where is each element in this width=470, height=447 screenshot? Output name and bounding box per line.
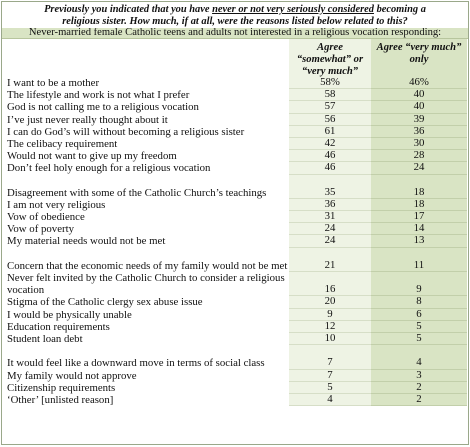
row-label: Would not want to give up my freedom xyxy=(7,150,177,163)
row-label: Vow of poverty xyxy=(7,223,74,236)
value-very-only: 17 xyxy=(371,211,467,223)
respondent-subhead: Never-married female Catholic teens and adults not interested in a religious vocation responding: xyxy=(2,28,468,39)
value-very-only: 6 xyxy=(371,309,467,321)
row-label: My family would not approve xyxy=(7,369,137,382)
value-very-only: 3 xyxy=(371,370,467,382)
header-blank-cell xyxy=(2,39,287,77)
row-label: ‘Other’ [unlisted reason] xyxy=(7,393,114,406)
row-label: My material needs would not be met xyxy=(7,235,166,248)
table-row xyxy=(2,150,468,162)
value-somewhat-or-very: 10 xyxy=(289,333,371,345)
row-label: Education requirements xyxy=(7,320,110,333)
table-row xyxy=(2,199,468,211)
value-very-only: 13 xyxy=(371,235,467,247)
value-somewhat-or-very: 16 xyxy=(289,272,371,296)
table-row xyxy=(2,248,468,272)
value-very-only: 2 xyxy=(371,382,467,394)
table-row xyxy=(2,370,468,382)
value-very-only: 40 xyxy=(371,89,467,101)
value-very-only: 40 xyxy=(371,101,467,113)
table-row xyxy=(2,382,468,394)
value-very-only: 5 xyxy=(371,321,467,333)
table-row xyxy=(2,114,468,126)
value-very-only: 24 xyxy=(371,162,467,174)
row-label: God is not calling me to a religious vocation xyxy=(7,101,199,114)
row-label: I’ve just never really thought about it xyxy=(7,113,168,126)
row-label: Concern that the economic needs of my family would not be met xyxy=(7,259,288,272)
value-somewhat-or-very: 61 xyxy=(289,126,371,138)
value-somewhat-or-very: 35 xyxy=(289,175,371,199)
value-very-only: 8 xyxy=(371,296,467,308)
table-row xyxy=(2,309,468,321)
value-somewhat-or-very: 46 xyxy=(289,150,371,162)
table-row xyxy=(2,345,468,369)
question-text xyxy=(2,2,468,28)
table-row xyxy=(2,235,468,247)
question-emphasis: never or not very seriously considered xyxy=(212,4,374,15)
table-row xyxy=(2,272,468,296)
value-very-only: 39 xyxy=(371,114,467,126)
row-label: Don’t feel holy enough for a religious vocation xyxy=(7,162,211,175)
table-row xyxy=(2,333,468,345)
value-very-only: 30 xyxy=(371,138,467,150)
row-label: I would be physically unable xyxy=(7,308,132,321)
table-row xyxy=(2,126,468,138)
question-part-1: Previously you indicated that you have xyxy=(44,4,213,15)
row-label: I am not very religious xyxy=(7,198,106,211)
value-somewhat-or-very: 21 xyxy=(289,248,371,272)
value-somewhat-or-very: 46 xyxy=(289,162,371,174)
value-somewhat-or-very: 56 xyxy=(289,114,371,126)
value-somewhat-or-very: 58% xyxy=(289,77,371,89)
table-row xyxy=(2,223,468,235)
value-very-only: 46% xyxy=(371,77,467,89)
value-very-only: 11 xyxy=(371,248,467,272)
table-row xyxy=(2,138,468,150)
value-somewhat-or-very: 36 xyxy=(289,199,371,211)
row-label: Disagreement with some of the Catholic Church’s teachings xyxy=(7,186,267,199)
row-label: Vow of obedience xyxy=(7,211,85,224)
row-label: The celibacy requirement xyxy=(7,137,118,150)
value-very-only: 5 xyxy=(371,333,467,345)
row-label: I can do God’s will without becoming a religious sister xyxy=(7,125,245,138)
value-very-only: 2 xyxy=(371,394,467,406)
value-somewhat-or-very: 7 xyxy=(289,370,371,382)
value-somewhat-or-very: 24 xyxy=(289,235,371,247)
value-somewhat-or-very: 5 xyxy=(289,382,371,394)
value-very-only: 9 xyxy=(371,272,467,296)
row-label: Student loan debt xyxy=(7,332,83,345)
table-row xyxy=(2,101,468,113)
value-somewhat-or-very: 12 xyxy=(289,321,371,333)
table-row xyxy=(2,89,468,101)
value-somewhat-or-very: 20 xyxy=(289,296,371,308)
table-row xyxy=(2,321,468,333)
value-somewhat-or-very: 4 xyxy=(289,394,371,406)
table-row xyxy=(2,77,468,89)
value-somewhat-or-very: 57 xyxy=(289,101,371,113)
column-header-very-only: Agree “very much” only xyxy=(371,39,467,77)
table-body xyxy=(2,77,468,406)
row-label: Citizenship requirements xyxy=(7,381,116,394)
question-part-2: becoming a religious sister. How much, if at all, were the reasons listed below related to this? xyxy=(62,4,426,27)
value-somewhat-or-very: 24 xyxy=(289,223,371,235)
value-very-only: 14 xyxy=(371,223,467,235)
value-somewhat-or-very: 7 xyxy=(289,345,371,369)
value-very-only: 28 xyxy=(371,150,467,162)
table-row xyxy=(2,175,468,199)
row-label: The lifestyle and work is not what I prefer xyxy=(7,89,190,102)
value-somewhat-or-very: 42 xyxy=(289,138,371,150)
table-row xyxy=(2,162,468,174)
table-row xyxy=(2,211,468,223)
column-headers xyxy=(2,39,468,77)
table-row xyxy=(2,394,468,406)
value-somewhat-or-very: 9 xyxy=(289,309,371,321)
value-somewhat-or-very: 31 xyxy=(289,211,371,223)
value-very-only: 4 xyxy=(371,345,467,369)
row-label: I want to be a mother xyxy=(7,76,100,89)
value-very-only: 18 xyxy=(371,199,467,211)
survey-table xyxy=(1,1,469,445)
value-very-only: 18 xyxy=(371,175,467,199)
column-header-somewhat-or-very: Agree “somewhat” or “very much” xyxy=(289,39,371,77)
table-row xyxy=(2,296,468,308)
row-label: It would feel like a downward move in terms of social class xyxy=(7,357,265,370)
value-somewhat-or-very: 58 xyxy=(289,89,371,101)
value-very-only: 36 xyxy=(371,126,467,138)
row-label: Stigma of the Catholic clergy sex abuse issue xyxy=(7,296,203,309)
row-label: Never felt invited by the Catholic Church to consider a religious vocation xyxy=(7,272,285,297)
